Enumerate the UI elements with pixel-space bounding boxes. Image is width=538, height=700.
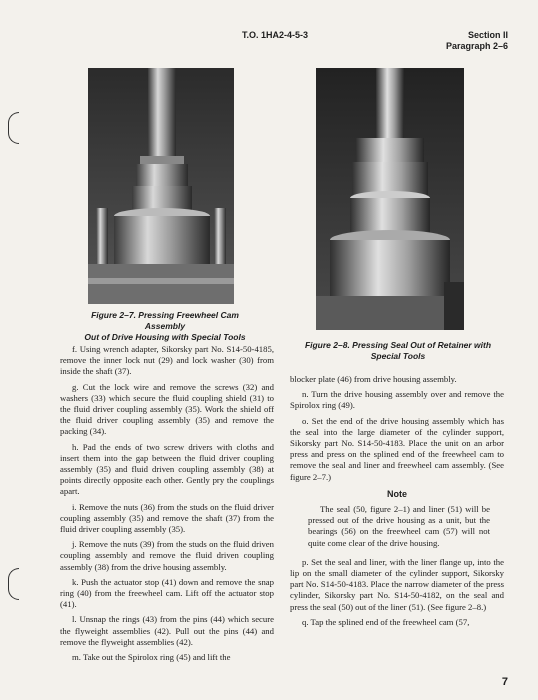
right-column [290,374,504,632]
step-k: k. Push the actuator stop (41) down and remove the snap ring (40) from the freewheel cam. Lift off the actuator stop (41). [60,576,274,610]
caption-line: Out of Drive Housing with Special Tools [84,332,246,342]
step-m: m. Take out the Spirolox ring (45) and lift the [72,652,231,663]
step-q: q. Tap the splined end of the freewheel cam (57, [302,616,470,627]
note-body: The seal (50, figure 2–1) and liner (51) will be pressed out of the drive housing as a unit, but the bearings (56) on the freewheel cam (57) will not quite come clear of the drive housing. [308,504,490,548]
step-o: o. Set the end of the drive housing assembly which has the seal into the large diameter of the cylinder support, Sikorsky part No. S14-50-4183. Place the unit on an arbor press and press on the splined end of the freewheel cam to remove the seal and liner and freewheel cam assembly. (See figure 2–7.) [290,415,504,482]
step-n: n. Turn the drive housing assembly over and remove the Spirolox ring (49). [290,389,504,411]
step-i: i. Remove the nuts (36) from the studs on the fluid driver coupling assembly (35) and remove the shaft (37) from the fluid driver coupling assembly (35). [60,501,274,535]
punch-hole-mark [8,112,19,144]
paragraph-label: Paragraph 2–6 [445,41,508,51]
left-column [60,344,274,667]
step-p: p. Set the seal and liner, with the liner flange up, into the lip on the small diameter of the cylinder support, Sikorsky part No. S14-50-4183. Place the narrow diameter of the press cylinder, Sikorsky part No. S14-50-4182, on the seal and press the seal (50) out of the liner (51). (See figure 2–8.) [290,556,504,612]
step-g: g. Cut the lock wire and remove the screws (32) and washers (33) which secure the fluid coupling shield (31) to the fluid driver coupling assembly (35). Work the shield off the fluid driver coupling assembly (35) and remove the packing (34). [60,381,274,437]
figure-2-7-caption [70,310,260,343]
page-number: 7 [501,676,508,688]
section-label: Section II [467,30,508,40]
figure-2-8-photo [316,68,464,330]
caption-line: Special Tools [370,351,426,361]
step-h: h. Pad the ends of two screw drivers with cloths and insert them into the gap between the fluid driver coupling assembly (35) and fluid driven coupling assembly (38) at points directly opposite each other. Gently pry the couplings apart. [60,441,274,497]
to-number: T.O. 1HA2-4-5-3 [242,30,309,40]
step-f: f. Using wrench adapter, Sikorsky part No. S14-50-4185, remove the inner lock nut (29) and lock washer (30) from inside the shaft (37). [60,344,274,377]
figure-2-8-caption [298,340,498,362]
note-title: Note [387,488,407,499]
punch-hole-mark [8,568,19,600]
step-j: j. Remove the nuts (39) from the studs on the fluid driven coupling assembly and remove the fluid driven coupling assembly (38) from the drive housing assembly. [60,539,274,572]
step-m-continued: blocker plate (46) from drive housing assembly. [290,374,457,384]
figure-2-7-photo [88,68,234,304]
caption-line: Figure 2–8. Pressing Seal Out of Retainer with [304,340,492,350]
caption-line: Figure 2–7. Pressing Freewheel Cam Assembly [91,310,239,331]
step-l: l. Unsnap the rings (43) from the pins (44) which secure the flyweight assemblies (42). Pull out the pins (44) and remove the flyweight assemblies (42). [60,614,274,647]
